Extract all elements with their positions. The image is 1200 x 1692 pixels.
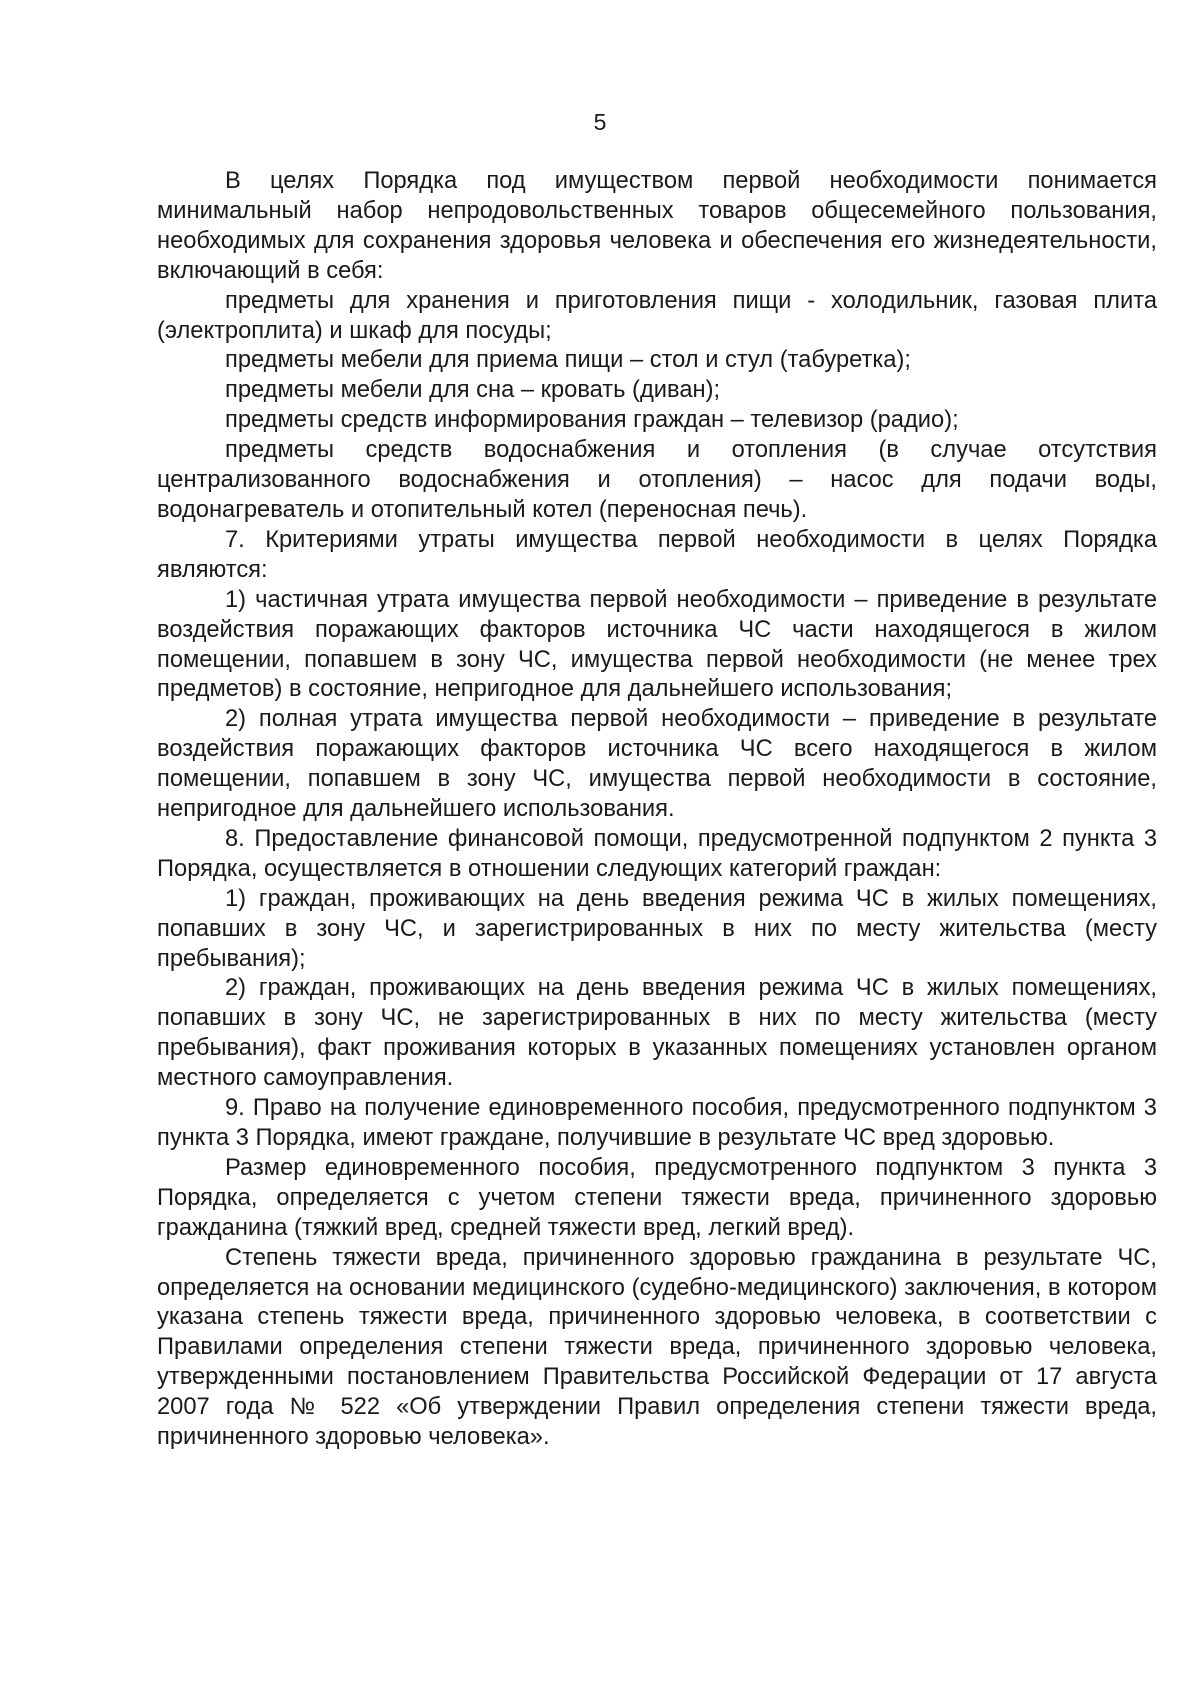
paragraph-definition: В целях Порядка под имуществом первой необходимости понимается минимальный набор непродовольственных товаров общесемейного пользования, необходимых для сохранения здоровья человека и обеспечения его жизнедеятельности, включающий в себя: — [157, 168, 1157, 284]
section-7-item-2: 2) полная утрата имущества первой необходимости – приведение в результате воздействия поражающих факторов источника ЧС всего находящегося в жилом помещении, попавшем в зону ЧС, имущества первой необходимости в состояние, непригодное для дальнейшего использования. — [157, 706, 1157, 823]
list-item-water-heating: предметы средств водоснабжения и отопления (в случае отсутствия централизованного водоснабжения и отопления) – насос для подачи воды, водонагреватель и отопительный котел (переносная печь). — [157, 437, 1157, 523]
section-8-item-1: 1) граждан, проживающих на день введения режима ЧС в жилых помещениях, попавших в зону ЧС, и зарегистрированных в них по месту жительства (месту пребывания); — [157, 885, 1157, 972]
document-body — [157, 167, 1157, 1453]
section-9-paragraph: 9. Право на получение единовременного пособия, предусмотренного подпунктом 3 пункта 3 Порядка, имеют граждане, получившие в результате ЧС вред здоровью. — [157, 1095, 1157, 1151]
section-7-heading: 7. Критериями утраты имущества первой необходимости в целях Порядка являются: — [157, 526, 1157, 583]
section-7-item-1: 1) частичная утрата имущества первой необходимости – приведение в результате воздействия поражающих факторов источника ЧС части находящегося в жилом помещении, попавшем в зону ЧС, имущества первой необходимости (не менее трех предметов) в состояние, непригодное для дальнейшего использования; — [157, 586, 1157, 703]
list-item-food-storage: предметы для хранения и приготовления пищи - холодильник, газовая плита (электроплита) и шкаф для посуды; — [157, 287, 1157, 344]
page-number: 5 — [593, 109, 607, 135]
list-item-dining-furniture: предметы мебели для приема пищи – стол и стул (табуретка); — [225, 347, 911, 374]
list-item-sleep-furniture: предметы мебели для сна – кровать (диван); — [225, 377, 721, 404]
benefit-size-paragraph: Размер единовременного пособия, предусмотренного подпунктом 3 пункта 3 Порядка, определяется с учетом степени тяжести вреда, причиненного здоровью гражданина (тяжкий вред, средней тяжести вред, легкий вред). — [157, 1154, 1157, 1241]
list-item-information-means: предметы средств информирования граждан – телевизор (радио); — [225, 407, 959, 434]
section-8-heading: 8. Предоставление финансовой помощи, предусмотренной подпунктом 2 пункта 3 Порядка, осуществляется в отношении следующих категорий граждан: — [157, 825, 1157, 882]
section-8-item-2: 2) граждан, проживающих на день введения режима ЧС в жилых помещениях, попавших в зону ЧС, не зарегистрированных в них по месту жительства (месту пребывания), факт проживания которых в указанных помещениях установлен органом местного самоуправления. — [157, 975, 1157, 1092]
harm-severity-paragraph: Степень тяжести вреда, причиненного здоровью гражданина в результате ЧС, определяется на основании медицинского (судебно-медицинского) заключения, в котором указана степень тяжести вреда, причиненного здоровью человека, в соответствии с Правилами определения степени тяжести вреда, причиненного здоровью человека, утвержденными постановлением Правительства Российской Федерации от 17 августа 2007 года № 522 «Об утверждении Правил определения степени тяжести вреда, причиненного здоровью человека». — [157, 1244, 1157, 1451]
